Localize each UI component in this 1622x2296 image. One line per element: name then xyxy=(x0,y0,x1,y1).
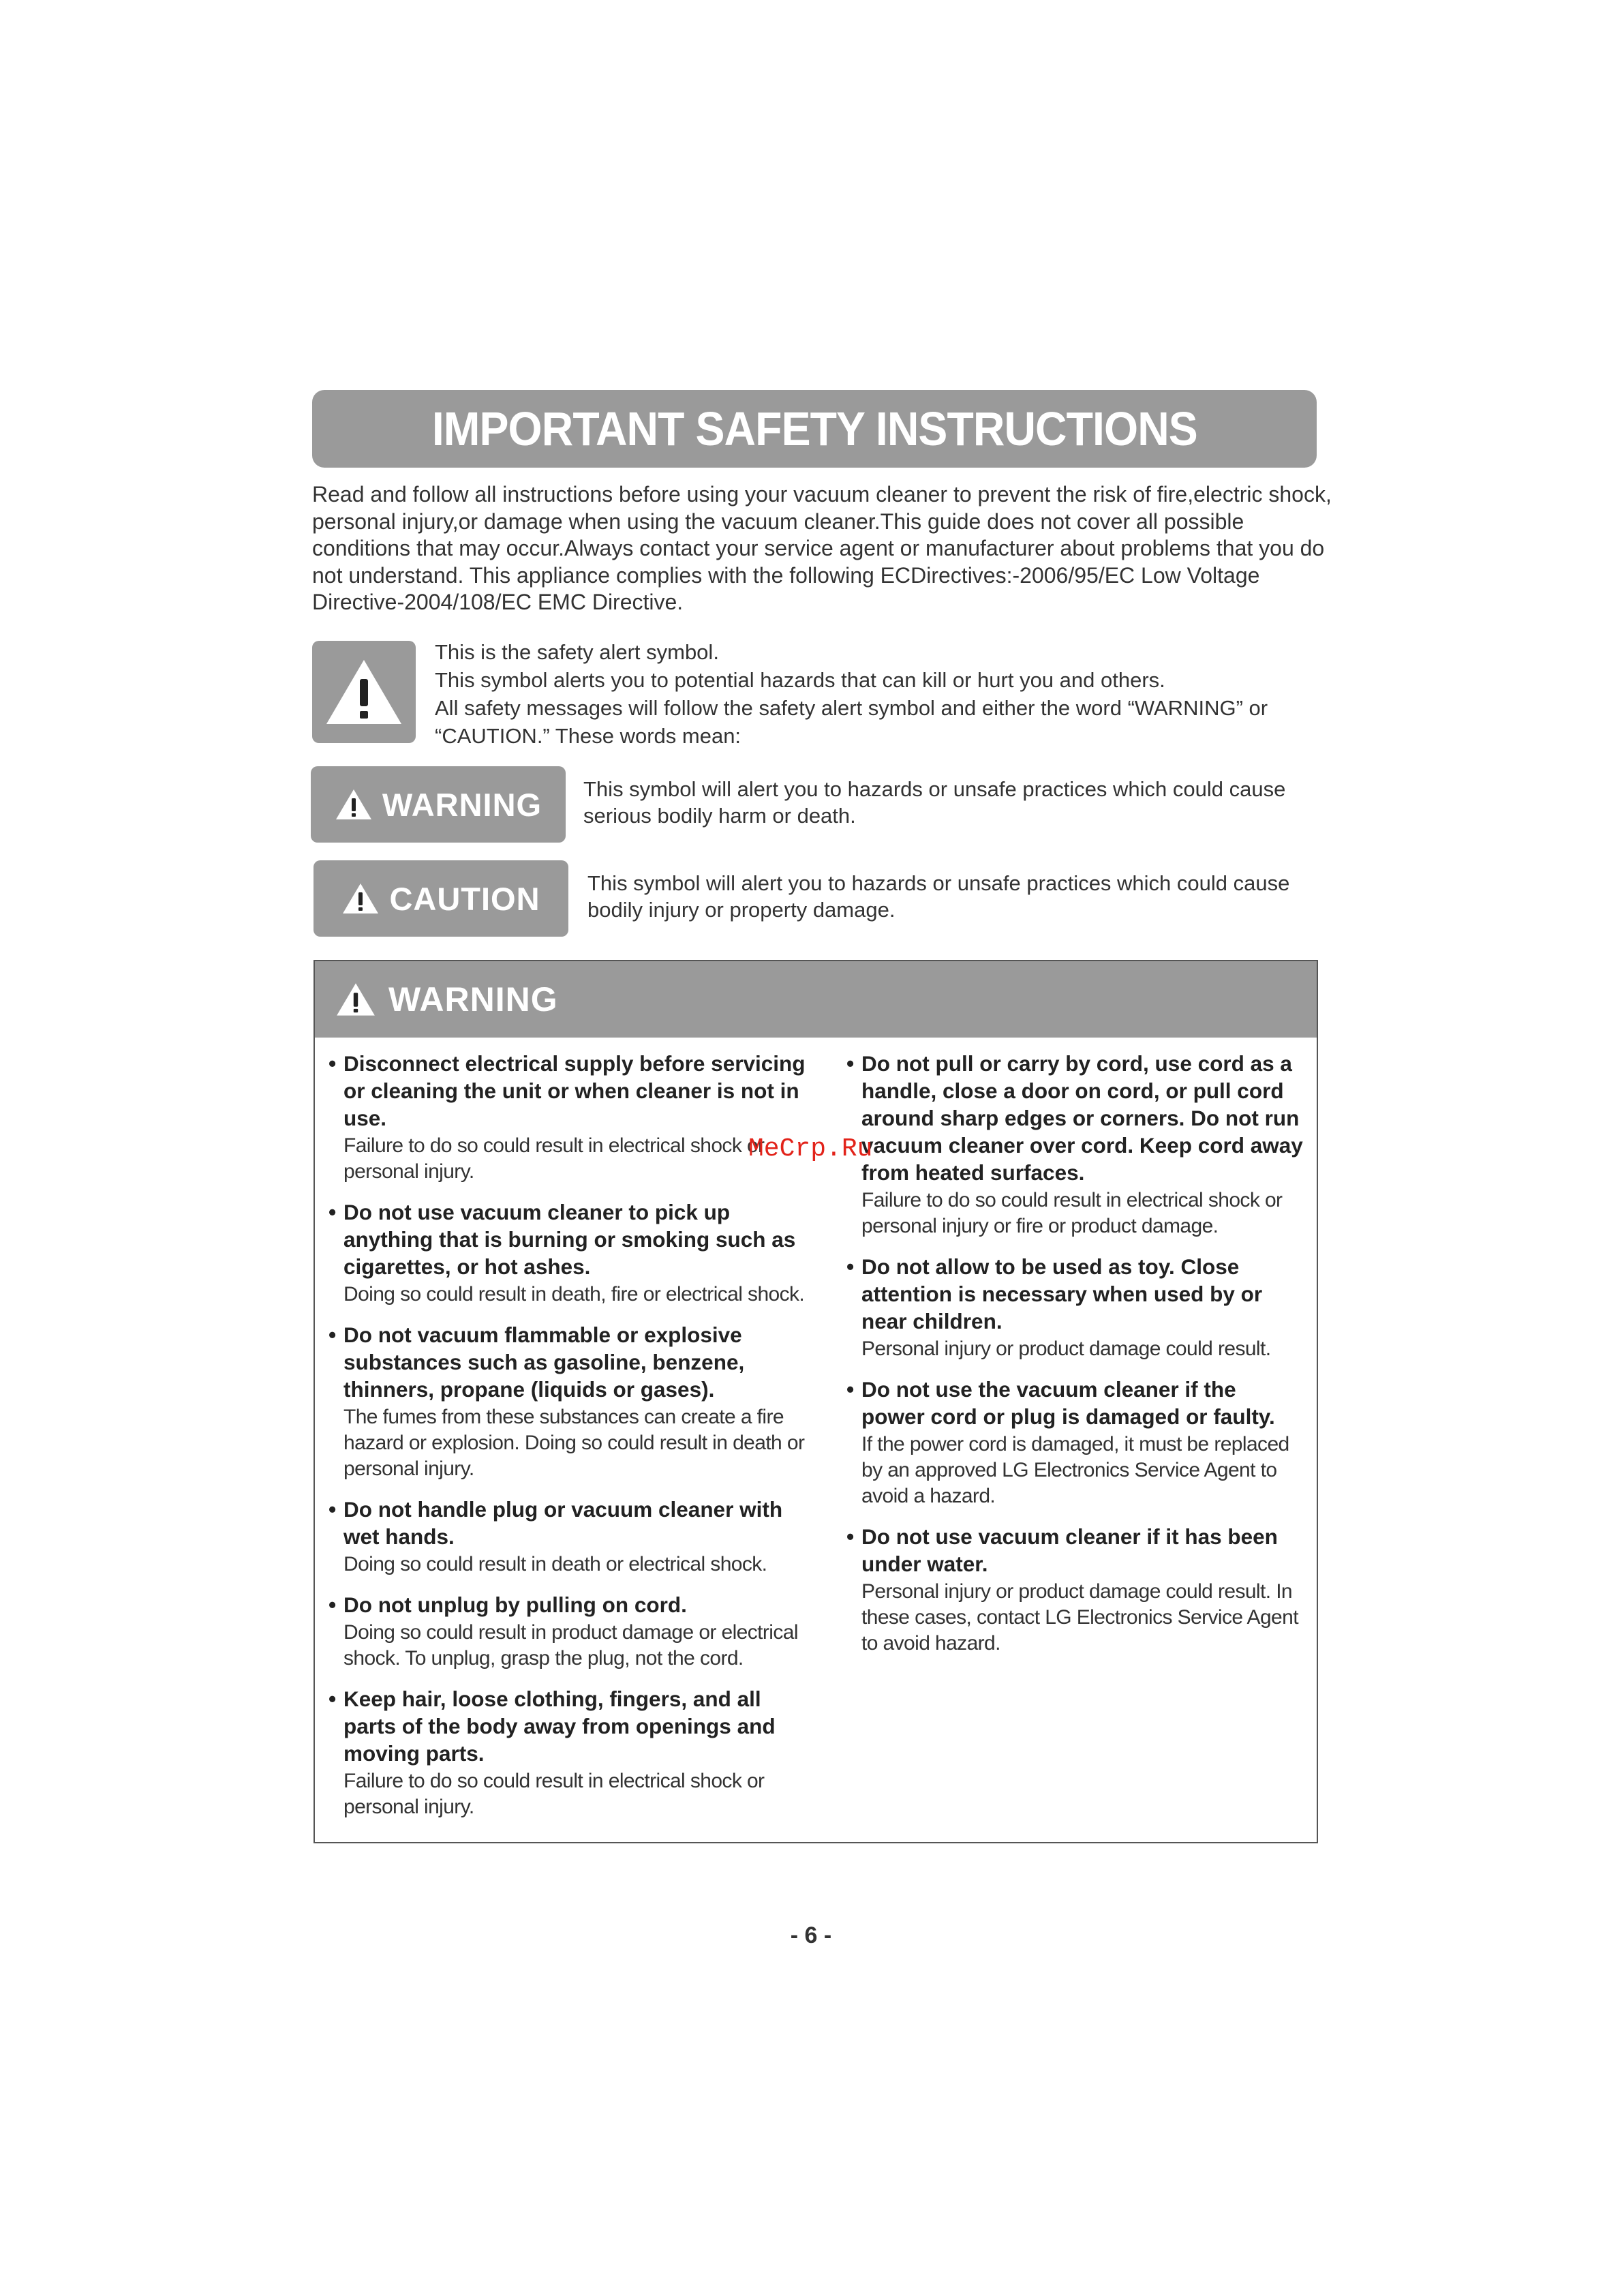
bullet: • xyxy=(328,1051,337,1076)
item-heading: Keep hair, loose clothing, fingers, and all parts of the body away from openings and moving parts. xyxy=(343,1687,776,1766)
bullet: • xyxy=(328,1592,337,1617)
list-item xyxy=(328,1321,806,1482)
warning-panel-title: WARNING xyxy=(388,980,558,1018)
item-body: Failure to do so could result in electrical shock or personal injury. xyxy=(343,1770,765,1818)
bullet: • xyxy=(328,1687,337,1711)
page-number: - 6 - xyxy=(790,1922,832,1948)
list-item xyxy=(846,1523,1304,1657)
list-item xyxy=(846,1050,1304,1239)
item-body: Doing so could result in product damage or electrical shock. To unplug, grasp the plug, not the cord. xyxy=(343,1621,798,1670)
alert-symbol-text xyxy=(435,638,1334,750)
caution-label xyxy=(313,860,568,937)
list-item xyxy=(846,1253,1304,1362)
caution-label-text: CAUTION xyxy=(389,880,540,917)
item-heading: Do not vacuum flammable or explosive substances such as gasoline, benzene, thinners, propane (liquids or gases). xyxy=(343,1323,745,1402)
alert-line-3: All safety messages will follow the safety alert symbol and either the word “WARNING” or “CAUTION.” These words mean: xyxy=(435,696,1268,748)
list-item xyxy=(328,1496,806,1577)
item-heading: Do not unplug by pulling on cord. xyxy=(343,1592,687,1617)
warning-right-column xyxy=(846,1050,1304,1670)
item-heading: Do not use vacuum cleaner to pick up anything that is burning or smoking such as cigarettes, or hot ashes. xyxy=(343,1200,796,1279)
warning-triangle-icon xyxy=(335,982,376,1017)
item-body: Failure to do so could result in electrical shock or personal injury. xyxy=(343,1134,765,1183)
list-item xyxy=(328,1685,806,1820)
warning-triangle-icon xyxy=(324,657,404,727)
warning-label xyxy=(311,766,566,843)
bullet: • xyxy=(846,1254,855,1279)
bullet: • xyxy=(846,1524,855,1549)
item-heading: Do not allow to be used as toy. Close attention is necessary when used by or near children. xyxy=(861,1254,1263,1333)
watermark: MeCrp.Ru xyxy=(748,1134,873,1164)
bullet: • xyxy=(328,1497,337,1522)
title-banner xyxy=(312,390,1317,468)
item-body: Doing so could result in death, fire or electrical shock. xyxy=(343,1283,805,1305)
item-body: Personal injury or product damage could result. xyxy=(861,1338,1271,1360)
warning-triangle-icon xyxy=(341,882,380,915)
item-body: If the power cord is damaged, it must be replaced by an approved LG Electronics Service Agent to avoid a hazard. xyxy=(861,1433,1289,1507)
safety-alert-symbol xyxy=(312,641,416,743)
bullet: • xyxy=(328,1200,337,1224)
item-heading: Do not use the vacuum cleaner if the power cord or plug is damaged or faulty. xyxy=(861,1377,1275,1429)
bullet: • xyxy=(846,1051,855,1076)
item-body: Failure to do so could result in electrical shock or personal injury or fire or product damage. xyxy=(861,1189,1283,1237)
item-heading: Do not pull or carry by cord, use cord as a handle, close a door on cord, or pull cord around sharp edges or corners. Do not run vacuum cleaner over cord. Keep cord away from heated surfaces. xyxy=(861,1051,1303,1185)
warning-panel xyxy=(313,960,1318,1843)
item-heading: Disconnect electrical supply before servicing or cleaning the unit or when cleaner is not in use. xyxy=(343,1051,806,1130)
warning-left-column xyxy=(328,1050,806,1834)
warning-label-text: WARNING xyxy=(382,786,542,823)
caution-description: This symbol will alert you to hazards or unsafe practices which could cause bodily injury or property damage. xyxy=(587,871,1290,922)
list-item xyxy=(328,1198,806,1308)
alert-line-1: This is the safety alert symbol. xyxy=(435,640,719,664)
page-title: IMPORTANT SAFETY INSTRUCTIONS xyxy=(431,402,1197,455)
bullet: • xyxy=(846,1377,855,1402)
item-body: The fumes from these substances can create a fire hazard or explosion. Doing so could result in death or personal injury. xyxy=(343,1406,805,1480)
intro-paragraph: Read and follow all instructions before using your vacuum cleaner to prevent the risk of fire,electric shock, personal injury,or damage when using the vacuum cleaner.This guide does not cover all possible conditions that may occur.Always contact your service agent or manufacturer about problems that you do not understand. This appliance complies with the following ECDirectives:-2006/95/EC Low Voltage Directive-2004/108/EC EMC Directive. xyxy=(312,482,1332,614)
list-item xyxy=(328,1591,806,1672)
list-item xyxy=(328,1050,806,1185)
item-heading: Do not handle plug or vacuum cleaner with wet hands. xyxy=(343,1497,783,1549)
alert-line-2: This symbol alerts you to potential hazards that can kill or hurt you and others. xyxy=(435,668,1165,692)
list-item xyxy=(846,1376,1304,1509)
item-body: Doing so could result in death or electrical shock. xyxy=(343,1553,767,1575)
bullet: • xyxy=(328,1323,337,1347)
warning-panel-header xyxy=(315,961,1317,1038)
warning-triangle-icon xyxy=(335,788,373,821)
warning-description: This symbol will alert you to hazards or unsafe practices which could cause serious bodily harm or death. xyxy=(583,777,1286,828)
item-body: Personal injury or product damage could result. In these cases, contact LG Electronics Service Agent to avoid hazard. xyxy=(861,1580,1298,1655)
item-heading: Do not use vacuum cleaner if it has been under water. xyxy=(861,1524,1278,1576)
